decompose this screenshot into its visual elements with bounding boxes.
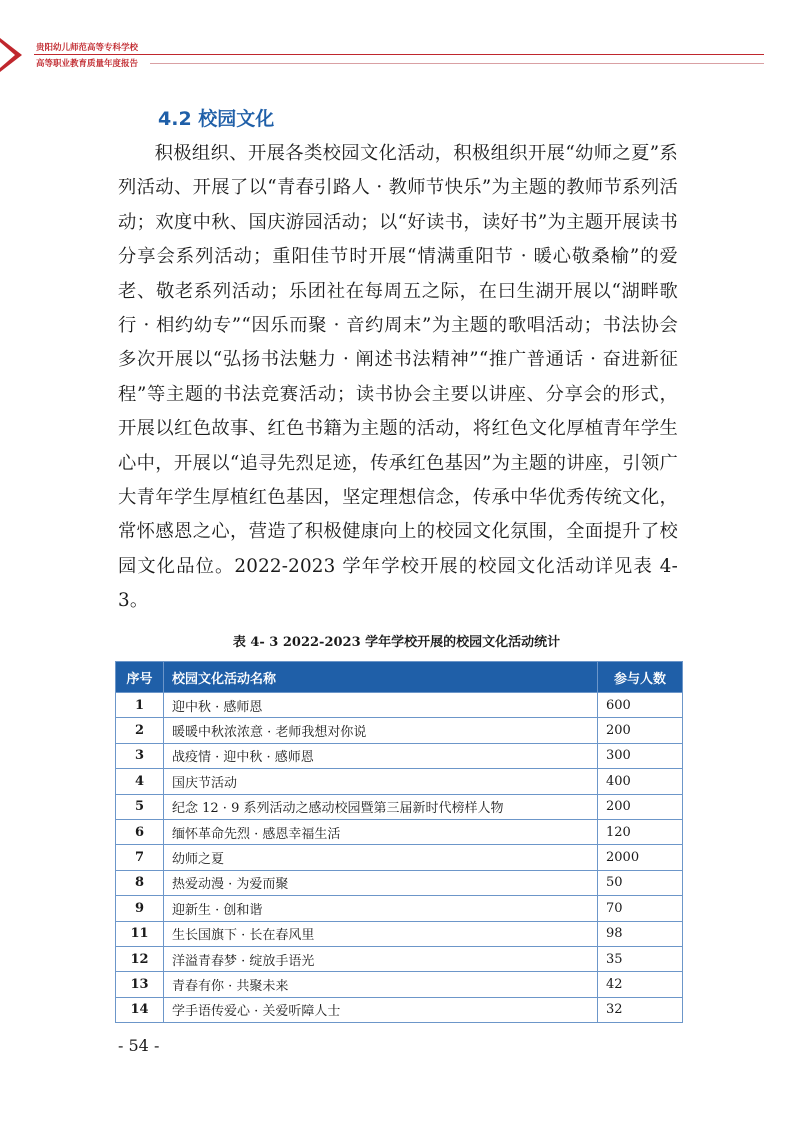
activity-table [115,661,683,1023]
cell-name: 洋溢青春梦 · 绽放手语光 [164,946,598,971]
header-rule [34,54,764,55]
table-row [116,972,683,997]
cell-count: 200 [598,718,683,743]
cell-no: 3 [116,743,164,768]
cell-name: 热爱动漫 · 为爱而聚 [164,870,598,895]
table-row [116,870,683,895]
cell-name: 纪念 12 · 9 系列活动之感动校园暨第三届新时代榜样人物 [164,794,598,819]
cell-name: 幼师之夏 [164,845,598,870]
header-count: 参与人数 [598,662,683,693]
cell-no: 5 [116,794,164,819]
cell-no: 8 [116,870,164,895]
section-title: 4.2 校园文化 [158,108,275,130]
cell-no: 2 [116,718,164,743]
cell-no: 7 [116,845,164,870]
table-row [116,718,683,743]
table-row [116,693,683,718]
table-caption: 表 4- 3 2022-2023 学年学校开展的校园文化活动统计 [232,635,561,650]
cell-no: 11 [116,921,164,946]
cell-count: 32 [598,997,683,1022]
header-report-title: 高等职业教育质量年度报告 [36,59,139,69]
page-header [0,30,793,80]
cell-name: 暖暖中秋浓浓意 · 老师我想对你说 [164,718,598,743]
cell-name: 生长国旗下 · 长在春风里 [164,921,598,946]
table-row [116,921,683,946]
cell-name: 缅怀革命先烈 · 感恩幸福生活 [164,819,598,844]
body-paragraph: 积极组织、开展各类校园文化活动，积极组织开展“幼师之夏”系列活动、开展了以“青春引路人 · 教师节快乐”为主题的教师节系列活动；欢度中秋、国庆游园活动；以“好读书，读好书”为主题开展读书分享会系列活动；重阳佳节时开展“情满重阳节 · 暖心敬桑榆”的爱老、敬老系列活动；乐团社在每周五之际，在曰生湖开展以“湖畔歌行 · 相约幼专”“因乐而聚 · 音约周末”为主题的歌唱活动；书法协会多次开展以“弘扬书法魅力 · 阐述书法精神”“推广普通话 · 奋进新征程”等主题的书法竞赛活动；读书协会主要以讲座、分享会的形式，开展以红色故事、红色书籍为主题的活动，将红色文化厚植青年学生心中，开展以“追寻先烈足迹，传承红色基因”为主题的讲座，引领广大青年学生厚植红色基因，坚定理想信念，传承中华优秀传统文化，常怀感恩之心，营造了积极健康向上的校园文化氛围，全面提升了校园文化品位。2022-2023 学年学校开展的校园文化活动详见表 4-3。 [118,143,678,612]
cell-name: 学手语传爱心 · 关爱听障人士 [164,997,598,1022]
cell-name: 迎中秋 · 感师恩 [164,693,598,718]
cell-name: 迎新生 · 创和谐 [164,896,598,921]
table-row [116,997,683,1022]
table-row [116,896,683,921]
cell-name: 战疫情 · 迎中秋 · 感师恩 [164,743,598,768]
cell-count: 42 [598,972,683,997]
cell-count: 98 [598,921,683,946]
cell-name: 国庆节活动 [164,769,598,794]
cell-count: 2000 [598,845,683,870]
cell-no: 6 [116,819,164,844]
table-header-row [116,662,683,693]
header-logo-triangle-inner [0,42,15,68]
page-number: - 54 - [118,1036,160,1055]
header-school-name: 贵阳幼儿师范高等专科学校 [36,43,139,53]
table-row [116,845,683,870]
cell-count: 35 [598,946,683,971]
header-rule-secondary [150,63,764,64]
header-no: 序号 [116,662,164,693]
cell-count: 50 [598,870,683,895]
cell-no: 12 [116,946,164,971]
cell-no: 13 [116,972,164,997]
cell-count: 600 [598,693,683,718]
table-row [116,794,683,819]
cell-count: 120 [598,819,683,844]
cell-no: 1 [116,693,164,718]
table-row [116,743,683,768]
table-row [116,819,683,844]
table-row [116,946,683,971]
cell-count: 400 [598,769,683,794]
cell-no: 9 [116,896,164,921]
cell-no: 4 [116,769,164,794]
cell-count: 70 [598,896,683,921]
header-name: 校园文化活动名称 [164,662,598,693]
cell-count: 300 [598,743,683,768]
cell-no: 14 [116,997,164,1022]
cell-name: 青春有你 · 共聚未来 [164,972,598,997]
cell-count: 200 [598,794,683,819]
table-row [116,769,683,794]
